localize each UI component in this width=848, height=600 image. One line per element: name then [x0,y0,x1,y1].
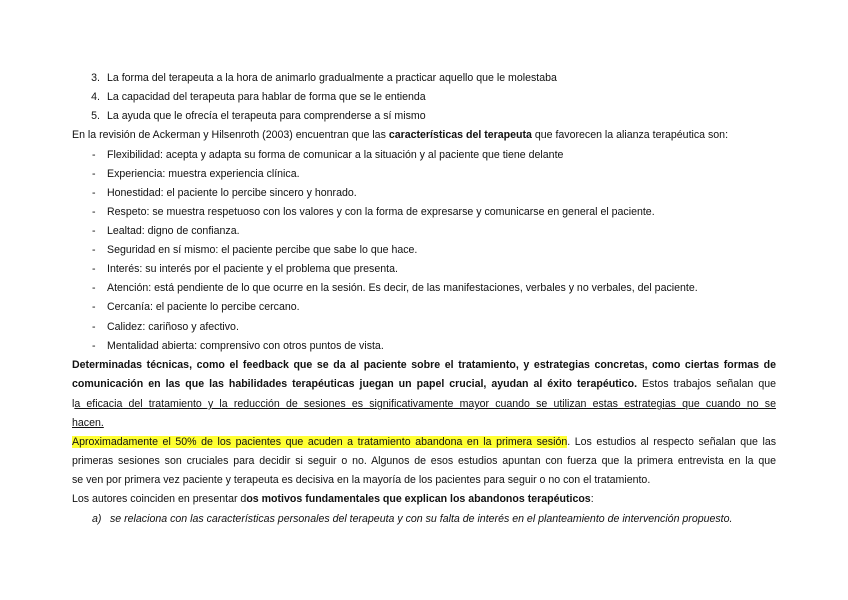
paragraph-bold-text: Determinadas técnicas, como el feedback que se da al paciente sobre el tratamiento, y estrategias concretas, como ciertas formas de [72,359,776,371]
bullet-text: Flexibilidad: acepta y adapta su forma de comunicar a la situación y al paciente que tiene delante [107,149,564,161]
list-number: 4. [91,91,100,103]
list-text: se relaciona con las características personales del terapeuta y con su falta de interés en el planteamiento de intervención propuesto. [110,513,733,525]
list-number: 3. [91,72,100,84]
bullet-marker: - [92,149,96,161]
paragraph-line [72,454,776,468]
bullet-text: Lealtad: digno de confianza. [107,225,240,237]
bullet-marker: - [92,168,96,180]
paragraph-line [72,377,776,391]
paragraph-text: Estos trabajos señalan que [637,378,776,390]
intro-text: En la revisión de Ackerman y Hilsenroth (2003) encuentran que las [72,129,389,141]
bullet-text: Interés: su interés por el paciente y el problema que presenta. [107,263,398,275]
bullet-marker: - [92,244,96,256]
bullet-marker: - [92,187,96,199]
bullet-marker: - [92,225,96,237]
bullet-text: Honestidad: el paciente lo percibe sincero y honrado. [107,187,357,199]
paragraph-line [72,416,776,430]
underlined-text: hacen. [72,417,104,429]
bullet-text: Mentalidad abierta: comprensivo con otros puntos de vista. [107,340,384,352]
bullet-marker: - [92,282,96,294]
bullet-text: Calidez: cariñoso y afectivo. [107,321,239,333]
list-letter: a) [92,513,102,525]
bullet-text: Cercanía: el paciente lo percibe cercano. [107,301,300,313]
list-text: La capacidad del terapeuta para hablar de forma que se le entienda [107,91,426,103]
paragraph-line [72,358,776,372]
paragraph-text: se ven por primera vez paciente y terapeuta es decisiva en la mayoría de los pacientes para seguir o no con el tratamiento. [72,474,651,486]
paragraph-bold-text: comunicación en las que las habilidades terapéuticas juegan un papel crucial, ayudan al éxito terapéutico. [72,378,638,390]
intro-paragraph [72,128,728,142]
paragraph-line [72,473,776,487]
bullet-text: Experiencia: muestra experiencia clínica. [107,168,300,180]
highlighted-text: Aproximadamente el 50% de los pacientes que acuden a tratamiento abandona en la primera sesión [72,436,568,448]
paragraph-text: : [590,493,594,505]
list-text: La forma del terapeuta a la hora de animarlo gradualmente a practicar aquello que le molestaba [107,72,557,84]
list-text: La ayuda que le ofrecía el terapeuta para comprenderse a sí mismo [107,110,426,122]
underlined-text: a eficacia del tratamiento y la reducción de sesiones es significativamente mayor cuando se utilizan estas estrategias que cuando no se [74,398,776,410]
paragraph-text: Los autores coinciden en presentar d [72,493,247,505]
bullet-marker: - [92,321,96,333]
bullet-text: Atención: está pendiente de lo que ocurre en la sesión. Es decir, de las manifestaciones, verbales y no verbales, del paciente. [107,282,698,294]
bullet-marker: - [92,340,96,352]
bullet-marker: - [92,206,96,218]
paragraph-text: primeras sesiones son cruciales para decidir si seguir o no. Algunos de esos estudios apuntan con fuerza que la primera entrevista en la que [72,455,776,467]
paragraph-line [72,492,594,506]
paragraph-text: . Los estudios al respecto señalan que las [567,436,777,448]
paragraph-line [72,397,776,411]
bullet-marker: - [92,263,96,275]
bullet-marker: - [92,301,96,313]
list-number: 5. [91,110,100,122]
bullet-text: Seguridad en sí mismo: el paciente percibe que sabe lo que hace. [107,244,418,256]
paragraph-text: l [72,398,75,410]
intro-bold: características del terapeuta [388,129,532,141]
bullet-text: Respeto: se muestra respetuoso con los valores y con la forma de expresarse y comunicarse en general el paciente. [107,206,655,218]
intro-text-end: que favorecen la alianza terapéutica son: [531,129,729,141]
paragraph-line [72,435,776,449]
paragraph-bold-text: os motivos fundamentales que explican los abandonos terapéuticos [246,493,591,505]
